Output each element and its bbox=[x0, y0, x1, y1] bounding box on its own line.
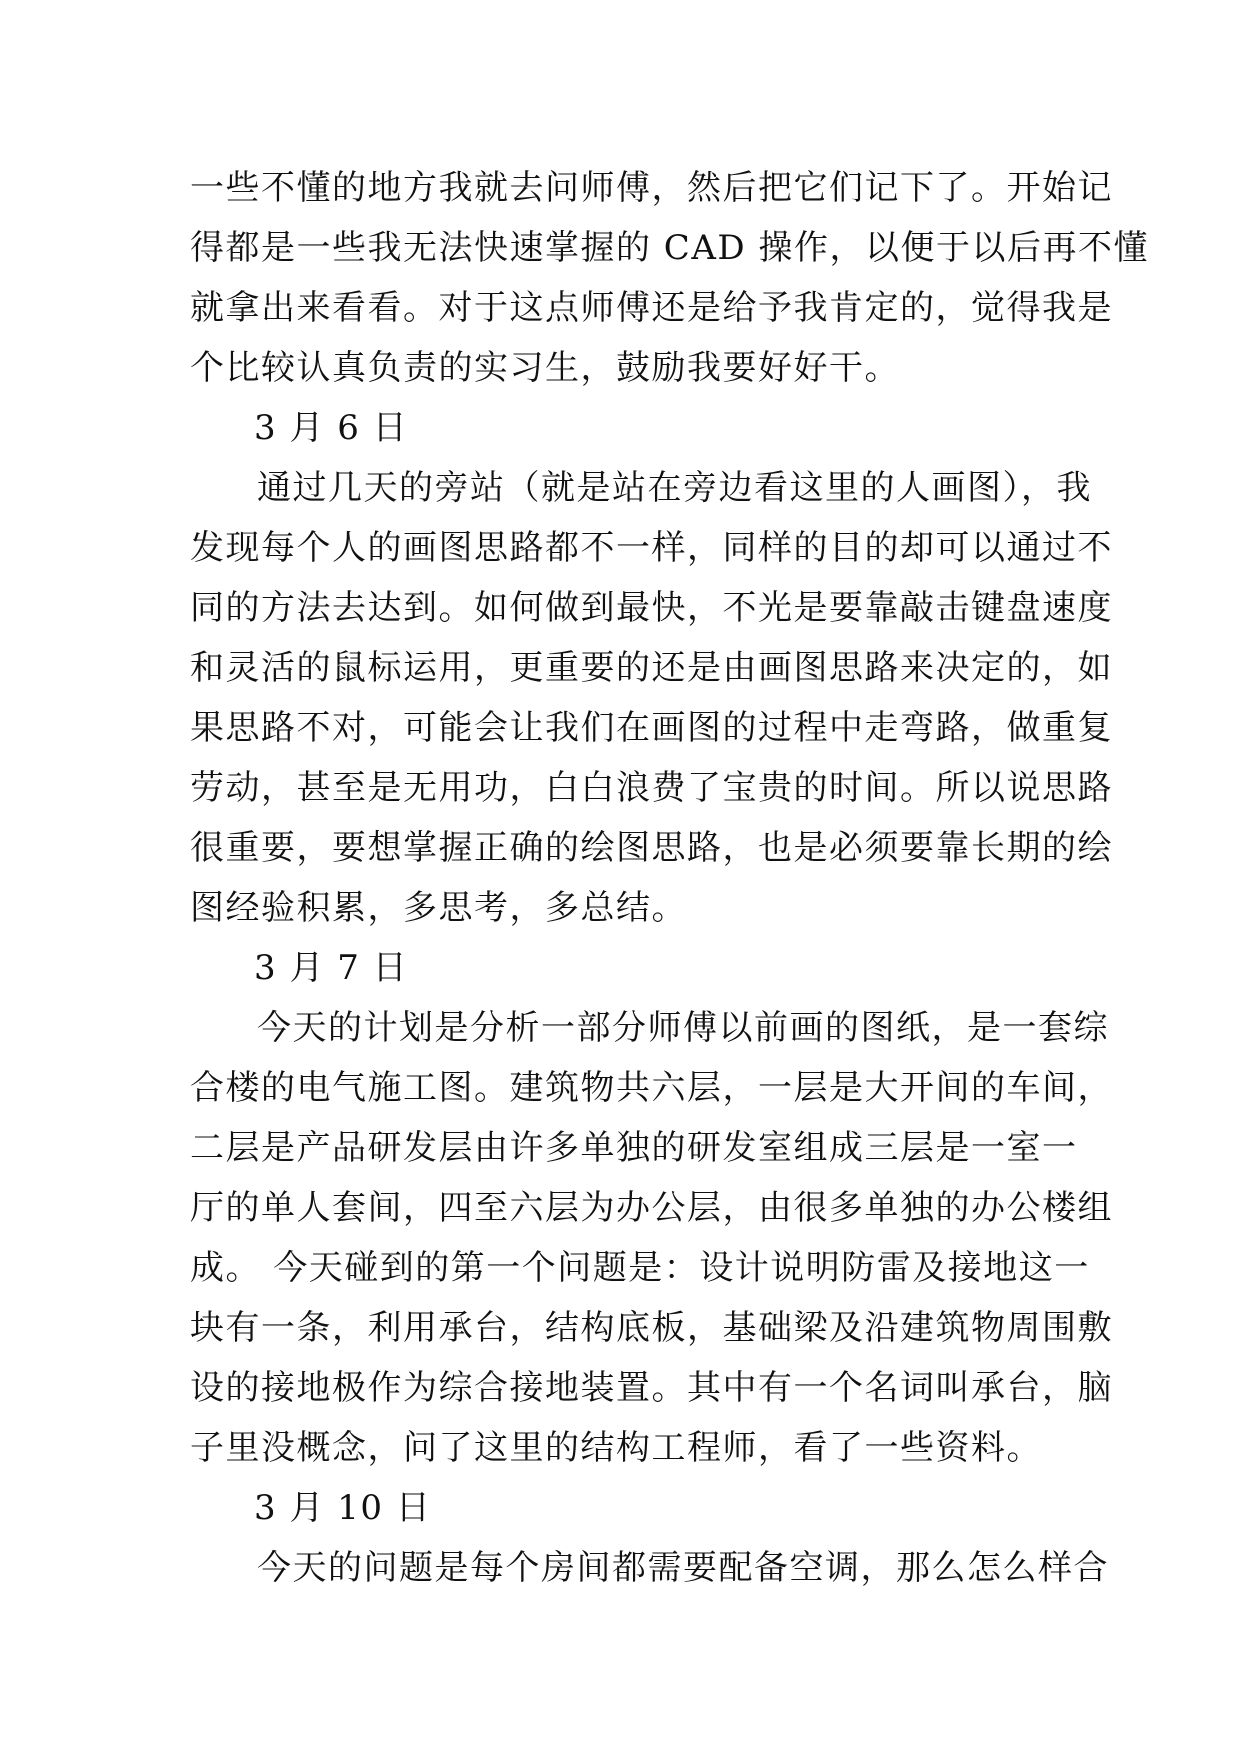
text-line: 今天的问题是每个房间都需要配备空调，那么怎么样合 bbox=[257, 1548, 1109, 1588]
text-line: 一些不懂的地方我就去问师傅，然后把它们记下了。开始记 bbox=[190, 168, 1113, 208]
date-label: 3 月 7 日 bbox=[254, 948, 409, 988]
text-line: 和灵活的鼠标运用，更重要的还是由画图思路来决定的，如 bbox=[190, 648, 1113, 688]
text-line: 很重要，要想掌握正确的绘图思路，也是必须要靠长期的绘 bbox=[190, 828, 1113, 868]
paragraph bbox=[190, 158, 1149, 398]
text-line: 图经验积累，多思考，多总结。 bbox=[190, 888, 687, 928]
text-line: 成。 今天碰到的第一个问题是：设计说明防雷及接地这一 bbox=[190, 1248, 1090, 1288]
text-line: 子里没概念，问了这里的结构工程师，看了一些资料。 bbox=[190, 1428, 1042, 1468]
date-label: 3 月 10 日 bbox=[254, 1488, 432, 1528]
date-heading bbox=[190, 398, 1070, 458]
text-line: 个比较认真负责的实习生，鼓励我要好好干。 bbox=[190, 348, 900, 388]
text-line: 今天的计划是分析一部分师傅以前画的图纸，是一套综 bbox=[257, 1008, 1109, 1048]
document-body bbox=[190, 158, 1149, 1598]
text-line: 果思路不对，可能会让我们在画图的过程中走弯路，做重复 bbox=[190, 708, 1113, 748]
paragraph bbox=[190, 458, 1113, 938]
text-line: 设的接地极作为综合接地装置。其中有一个名词叫承台，脑 bbox=[190, 1368, 1113, 1408]
date-heading bbox=[190, 1478, 1070, 1538]
text-line: 通过几天的旁站（就是站在旁边看这里的人画图），我 bbox=[257, 468, 1092, 508]
text-line: 厅的单人套间，四至六层为办公层，由很多单独的办公楼组 bbox=[190, 1188, 1113, 1228]
text-line: 合楼的电气施工图。建筑物共六层，一层是大开间的车间， bbox=[190, 1068, 1113, 1108]
text-line: 就拿出来看看。对于这点师傅还是给予我肯定的，觉得我是 bbox=[190, 288, 1113, 328]
text-line: 得都是一些我无法快速掌握的 CAD 操作，以便于以后再不懂 bbox=[190, 228, 1149, 268]
text-line: 发现每个人的画图思路都不一样，同样的目的却可以通过不 bbox=[190, 528, 1113, 568]
text-line: 块有一条，利用承台，结构底板，基础梁及沿建筑物周围敷 bbox=[190, 1308, 1113, 1348]
text-line: 同的方法去达到。如何做到最快，不光是要靠敲击键盘速度 bbox=[190, 588, 1113, 628]
text-line: 劳动，甚至是无用功，白白浪费了宝贵的时间。所以说思路 bbox=[190, 768, 1113, 808]
date-heading bbox=[190, 938, 1070, 998]
paragraph bbox=[190, 1538, 1109, 1598]
paragraph bbox=[190, 998, 1113, 1478]
text-line: 二层是产品研发层由许多单独的研发室组成三层是一室一 bbox=[190, 1128, 1078, 1168]
date-label: 3 月 6 日 bbox=[254, 408, 409, 448]
